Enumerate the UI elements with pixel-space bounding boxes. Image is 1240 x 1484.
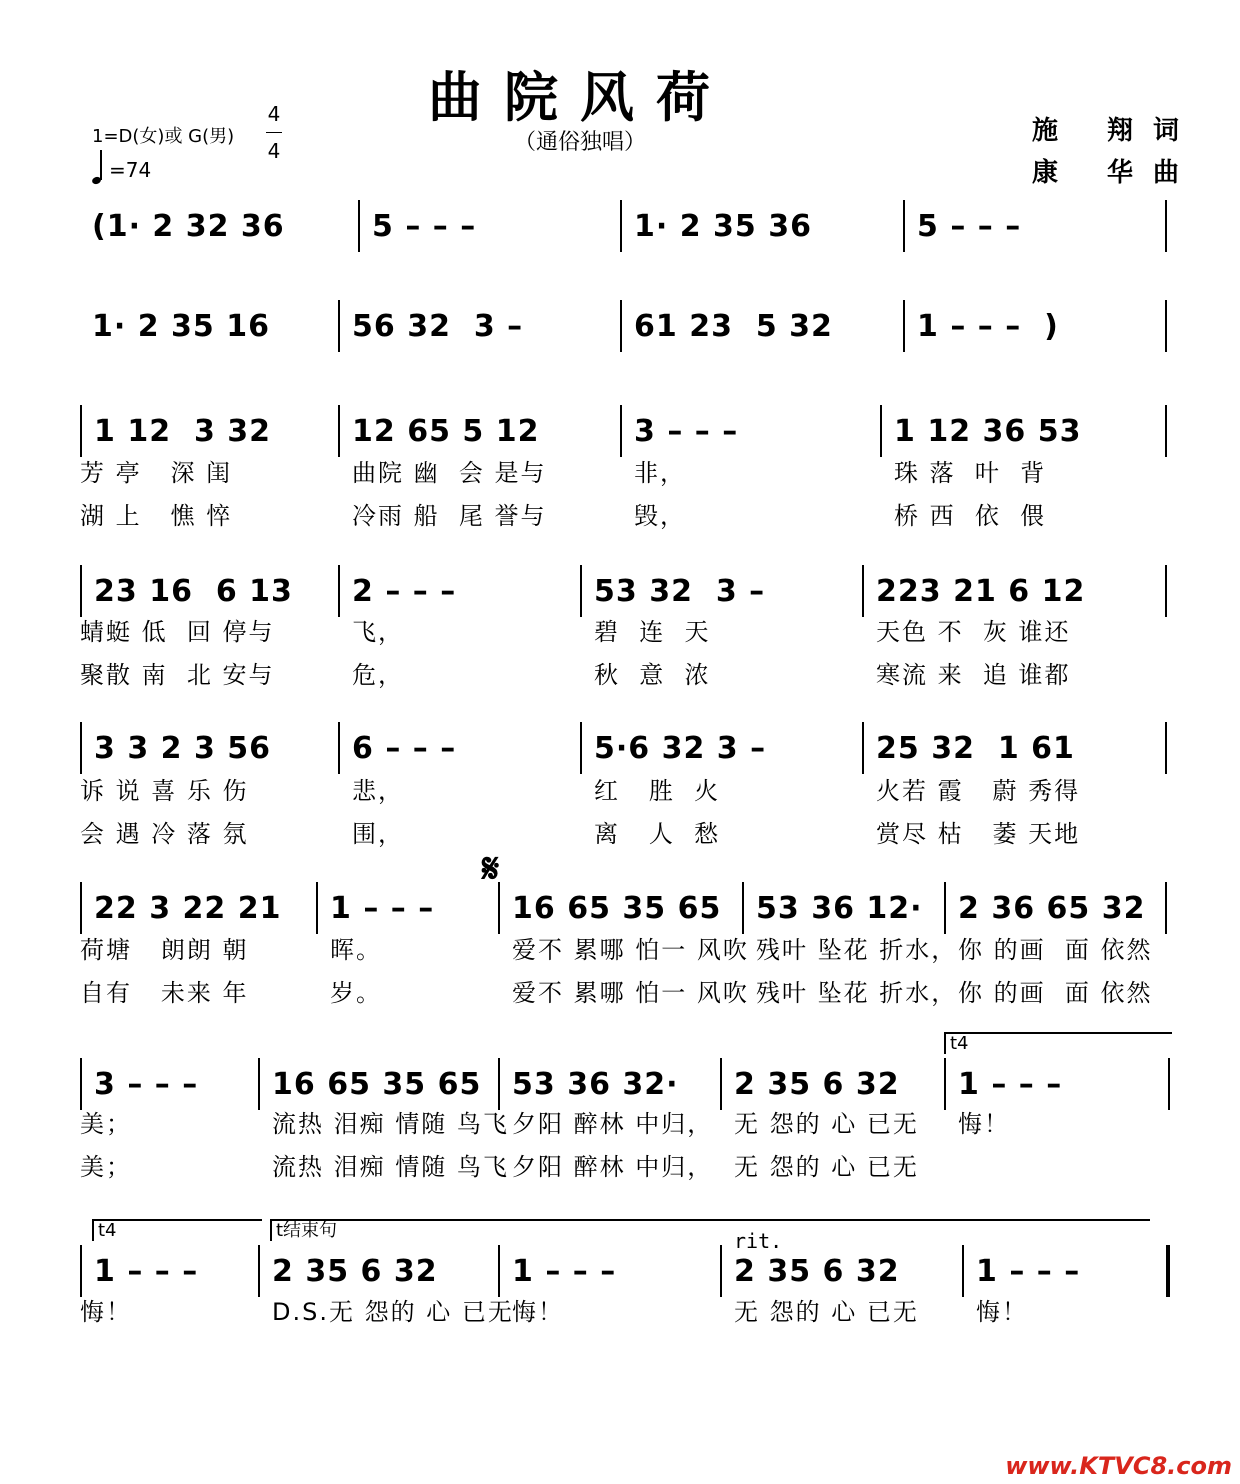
jianpu-notes: 1 – – – [330,890,435,926]
bar-line [498,1245,500,1297]
measure [917,298,1059,354]
jianpu-notes: 5 – – – [372,208,477,244]
credits [1032,110,1199,194]
measure [917,198,1021,254]
jianpu-notes: 53 36 32· [512,1066,679,1102]
bar-line [720,1245,722,1297]
lyric-segment: 你 的画 面 依然 [958,936,1153,964]
bar-line [1166,1245,1170,1297]
jianpu-notes: 6 – – – [352,730,457,766]
measure [372,198,476,254]
lyric-segment: 美； [80,1110,132,1138]
lyrics-verse-2 [0,814,1240,854]
bar-line [358,200,360,252]
lyric-segment: 非， [634,459,686,487]
lyric-segment: 天色 不 灰 谁还 [876,618,1071,646]
lyric-segment: 湖 上 憔 悴 [80,502,233,530]
lyric-segment: 无 怨的 心 已无 [734,1298,919,1326]
jianpu-notes: 61 23 5 32 [634,308,833,344]
lyric-segment: 桥 西 依 偎 [894,502,1047,530]
lyric-segment: 悔！ [958,1110,1010,1138]
bar-line [1168,1058,1170,1110]
bar-line [80,405,82,457]
jianpu-notes: 23 16 6 13 [94,573,293,609]
tempo-value: =74 [109,158,152,182]
bar-line [338,722,340,774]
lyricist: 施 翔词 [1032,116,1200,146]
volta-bracket-1: t4 [944,1032,1172,1054]
watermark: www.KTVC8.com [1005,1452,1232,1480]
measure [352,403,539,459]
bar-line [580,722,582,774]
composer: 康 华曲 [1032,158,1200,188]
lyric-segment: 美； [80,1153,132,1181]
jianpu-notes: 1 – – – [512,1253,617,1289]
measure [94,1243,198,1299]
lyric-segment: 危， [352,661,404,689]
lyrics-verse-1 [0,930,1240,970]
jianpu-notes: 3 – – – [634,413,739,449]
lyric-segment: 夕阳 醉林 中归， [512,1110,714,1138]
measure [352,563,456,619]
bar-line [1165,200,1167,252]
lyrics-verse-2 [0,1147,1240,1187]
lyric-segment: 围， [352,820,404,848]
note-stem [100,150,102,180]
lyrics-verse-2 [0,655,1240,695]
jianpu-notes: 2 – – – [352,573,457,609]
measure [94,403,271,459]
lyrics-verse-1 [0,612,1240,652]
measure [634,298,833,354]
bar-line [620,405,622,457]
measure [976,1243,1080,1299]
lyric-segment: 无 怨的 心 已无 [734,1110,919,1138]
jianpu-notes: 16 65 35 65 [512,890,722,926]
lyric-segment: 岁。 [330,979,382,1007]
bar-line [80,722,82,774]
segno-sign: 𝄋 [482,846,500,892]
jianpu-notes: 2 35 6 32 [734,1253,900,1289]
time-top: 4 [267,102,281,126]
jianpu-notes: 2 36 65 32 [958,890,1146,926]
lyric-segment: 会 遇 冷 落 氛 [80,820,249,848]
bar-line [258,1058,260,1110]
lyric-segment: 悔！ [512,1298,564,1326]
bar-line [80,882,82,934]
jianpu-notes: 25 32 1 61 [876,730,1075,766]
jianpu-notes: 1 – – – [94,1253,199,1289]
lyric-segment: 荷塘 朗朗 朝 [80,936,249,964]
lyric-segment: 爱不 累哪 怕一 风吹 [512,936,749,964]
measure [958,880,1145,936]
lyric-segment: 离 人 愁 [594,820,721,848]
lyrics-verse-1 [0,771,1240,811]
ritardando-mark: rit. [734,1229,783,1253]
jianpu-notes: 1 12 36 53 [894,413,1082,449]
measure [756,880,923,936]
measure [512,880,721,936]
jianpu-notes: 1 – – – ) [917,308,1059,344]
jianpu-notes: 2 35 6 32 [734,1066,900,1102]
lyric-segment: 赏尽 枯 萎 天地 [876,820,1081,848]
measure [272,1243,438,1299]
bar-line [620,200,622,252]
bar-line [944,882,946,934]
bar-line [1165,300,1167,352]
jianpu-notes: 1 – – – [958,1066,1063,1102]
measure [894,403,1081,459]
bar-line [620,300,622,352]
jianpu-notes: 22 3 22 21 [94,890,282,926]
lyric-segment: 夕阳 醉林 中归， [512,1153,714,1181]
staff-row [0,298,1240,358]
bar-line [338,565,340,617]
bar-line [742,882,744,934]
bar-line [862,565,864,617]
lyrics-verse-2 [0,496,1240,536]
lyric-segment: 珠 落 叶 背 [894,459,1047,487]
bar-line [880,405,882,457]
bar-line [903,300,905,352]
jianpu-notes: 3 3 2 3 56 [94,730,272,766]
bar-line [1165,565,1167,617]
lyric-segment: 残叶 坠花 折水， [756,936,958,964]
measure [512,1243,616,1299]
bar-line [580,565,582,617]
lyric-segment: 无 怨的 心 已无 [734,1153,919,1181]
jianpu-notes: 56 32 3 – [352,308,524,344]
bar-line [862,722,864,774]
lyric-segment: 自有 未来 年 [80,979,249,1007]
jianpu-notes: 53 36 12· [756,890,923,926]
ending-bracket: t结束句 [270,1219,1150,1241]
key-signature: 1=D(女)或 G(男) [92,126,235,147]
bar-line [338,405,340,457]
jianpu-notes: 223 21 6 12 [876,573,1086,609]
bar-line [1165,405,1167,457]
lyric-segment: 爱不 累哪 怕一 风吹 [512,979,749,1007]
jianpu-notes: 16 65 35 65 [272,1066,482,1102]
measure [94,720,271,776]
measure [876,720,1075,776]
lyric-segment: 诉 说 喜 乐 伤 [80,777,249,805]
bar-line [1165,882,1167,934]
lyric-segment: 曲院 幽 会 是与 [352,459,547,487]
time-divider [266,132,282,133]
bar-line [903,200,905,252]
bar-line [720,1058,722,1110]
jianpu-notes: 2 35 6 32 [272,1253,438,1289]
song-title: 曲院风荷 [428,65,732,129]
lyrics-verse-1 [0,1104,1240,1144]
jianpu-notes: 5 – – – [917,208,1022,244]
measure [594,563,765,619]
lyric-segment: 飞， [352,618,404,646]
lyric-segment: 芳 亭 深 闺 [80,459,233,487]
measure [876,563,1085,619]
song-subtitle: （通俗独唱） [513,130,646,155]
measure [634,403,738,459]
lyric-segment: 流热 泪痴 情随 鸟飞 [272,1153,509,1181]
lyric-segment: 悔！ [976,1298,1028,1326]
measure [330,880,434,936]
bar-line [80,1058,82,1110]
tempo-marking [92,152,151,182]
staff-row [0,198,1240,258]
lyric-segment: 秋 意 浓 [594,661,711,689]
jianpu-notes: 5·6 32 3 – [594,730,767,766]
volta-bracket-2: t4 [92,1219,262,1241]
bar-line [316,882,318,934]
bar-line [338,300,340,352]
bar-line [80,1245,82,1297]
lyric-segment: 你 的画 面 依然 [958,979,1153,1007]
lyric-segment: 寒流 来 追 谁都 [876,661,1071,689]
bar-line [962,1245,964,1297]
lyric-segment: 悔！ [80,1298,132,1326]
bar-line [944,1058,946,1110]
measure [94,563,293,619]
bar-line [80,565,82,617]
bar-line [1165,722,1167,774]
lyric-segment: 毁， [634,502,686,530]
jianpu-notes: 53 32 3 – [594,573,766,609]
measure [94,880,281,936]
bar-line [258,1245,260,1297]
lyric-segment: 残叶 坠花 折水， [756,979,958,1007]
lyric-segment: 碧 连 天 [594,618,711,646]
jianpu-notes: 3 – – – [94,1066,199,1102]
jianpu-notes: 1 12 3 32 [94,413,272,449]
lyrics-verse-1 [0,1292,1240,1332]
jianpu-notes: 1· 2 35 36 [634,208,812,244]
bar-line [498,1058,500,1110]
time-signature [266,104,282,161]
lyric-segment: 流热 泪痴 情随 鸟飞 [272,1110,509,1138]
lyric-segment: 冷雨 船 尾 誉与 [352,502,547,530]
lyric-segment: 晖。 [330,936,382,964]
jianpu-notes: 1· 2 35 16 [92,308,270,344]
measure [92,298,270,354]
measure [352,720,456,776]
lyrics-verse-2 [0,973,1240,1013]
measure [92,198,285,254]
measure [352,298,523,354]
lyrics-verse-1 [0,453,1240,493]
lyric-segment: 蜻蜓 低 回 停与 [80,618,275,646]
lyric-segment: 红 胜 火 [594,777,721,805]
lyric-segment: 悲， [352,777,404,805]
jianpu-notes: 12 65 5 12 [352,413,540,449]
lyric-segment: D.S.无 怨的 心 已无 [272,1298,514,1326]
lyric-segment: 聚散 南 北 安与 [80,661,275,689]
measure [594,720,766,776]
lyric-segment: 火若 霞 蔚 秀得 [876,777,1081,805]
jianpu-notes: (1· 2 32 36 [92,208,285,244]
measure [634,198,812,254]
time-bottom: 4 [267,139,281,163]
jianpu-notes: 1 – – – [976,1253,1081,1289]
